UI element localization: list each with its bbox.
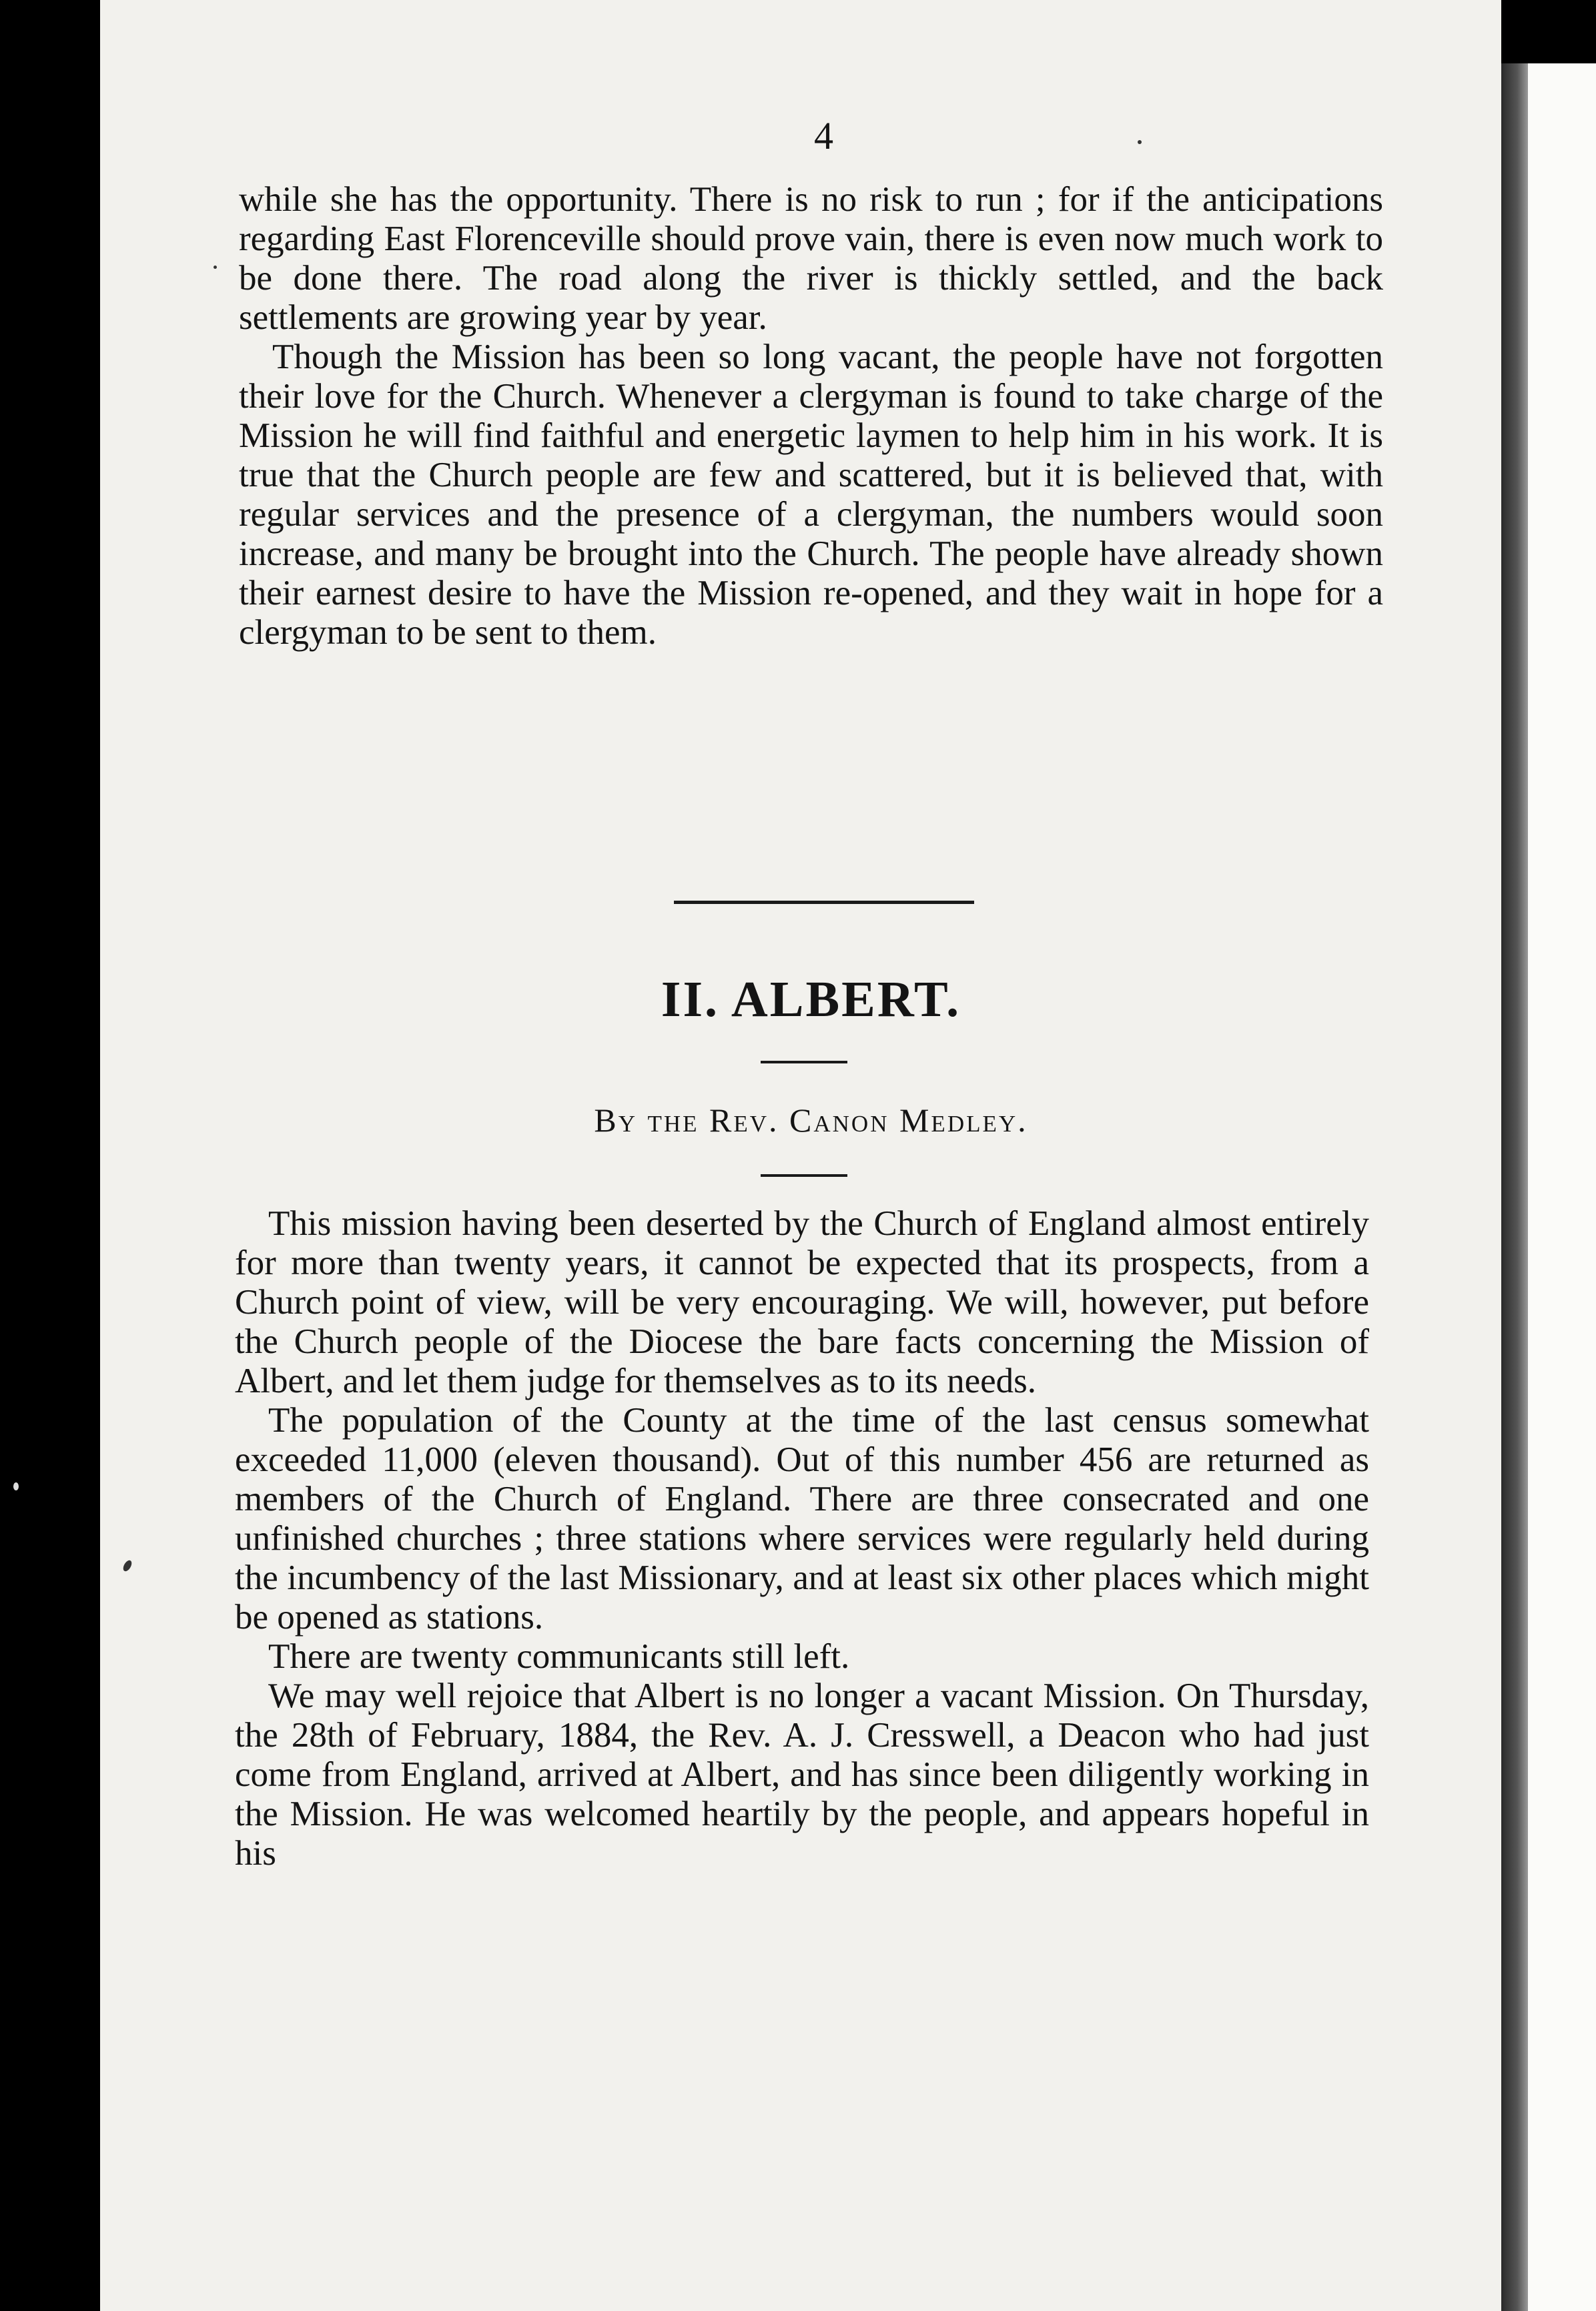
- ink-speck: [13, 1482, 19, 1490]
- albert-text-block: [235, 1204, 1369, 1873]
- author-byline: By the Rev. Canon Medley.: [594, 1101, 1028, 1139]
- byline-underline-rule: [761, 1174, 847, 1177]
- paragraph: Though the Mission has been so long vacant, the people have not forgotten their love for the Church. Whenever a clergyman is found to take charge of the Mission he will find faithful and energetic laymen to help him in his work. It is true that the Church people are few and scattered, but it is believed that, with regular services and the presence of a clergyman, the numbers would soon increase, and many be brought into the Church. The people have already shown their earnest desire to have the Mission re-opened, and they wait in hope for a clergyman to be sent to them.: [239, 338, 1383, 652]
- paragraph: This mission having been deserted by the Church of England almost entirely for more than twenty years, it cannot be expected that its prospects, from a Church point of view, will be very encouraging. We will, however, put before the Church people of the Diocese the bare facts concerning the Mission of Albert, and let them judge for themselves as to its needs.: [235, 1204, 1369, 1400]
- page-number: 4: [814, 114, 833, 157]
- paragraph: There are twenty communicants still left.: [268, 1637, 850, 1676]
- top-text-block: [239, 180, 1383, 652]
- title-underline-rule: [761, 1061, 847, 1063]
- ink-speck: [1138, 140, 1142, 144]
- ink-speck: [214, 266, 217, 269]
- binding-shadow: [1501, 63, 1528, 2311]
- paragraph: The population of the County at the time of the last census somewhat exceeded 11,000 (eleven thousand). Out of this number 456 are returned as members of the Church of England. There are three consecrated and one unfinished churches ; three stations where services were regularly held during the incumbency of the last Missionary, and at least six other places which might be opened as stations.: [235, 1401, 1369, 1637]
- section-divider-rule: [674, 901, 974, 904]
- section-title: II. ALBERT.: [661, 971, 961, 1027]
- paragraph: while she has the opportunity. There is no risk to run ; for if the anticipations regarding East Florenceville should prove vain, there is even now much work to be done there. The road along the river is thickly settled, and the back settlements are growing year by year.: [239, 180, 1383, 337]
- paragraph: We may well rejoice that Albert is no longer a vacant Mission. On Thursday, the 28th of February, 1884, the Rev. A. J. Cresswell, a Deacon who had just come from England, arrived at Albert, and has since been diligently working in the Mission. He was welcomed heartily by the people, and appears hopeful in his: [235, 1677, 1369, 1873]
